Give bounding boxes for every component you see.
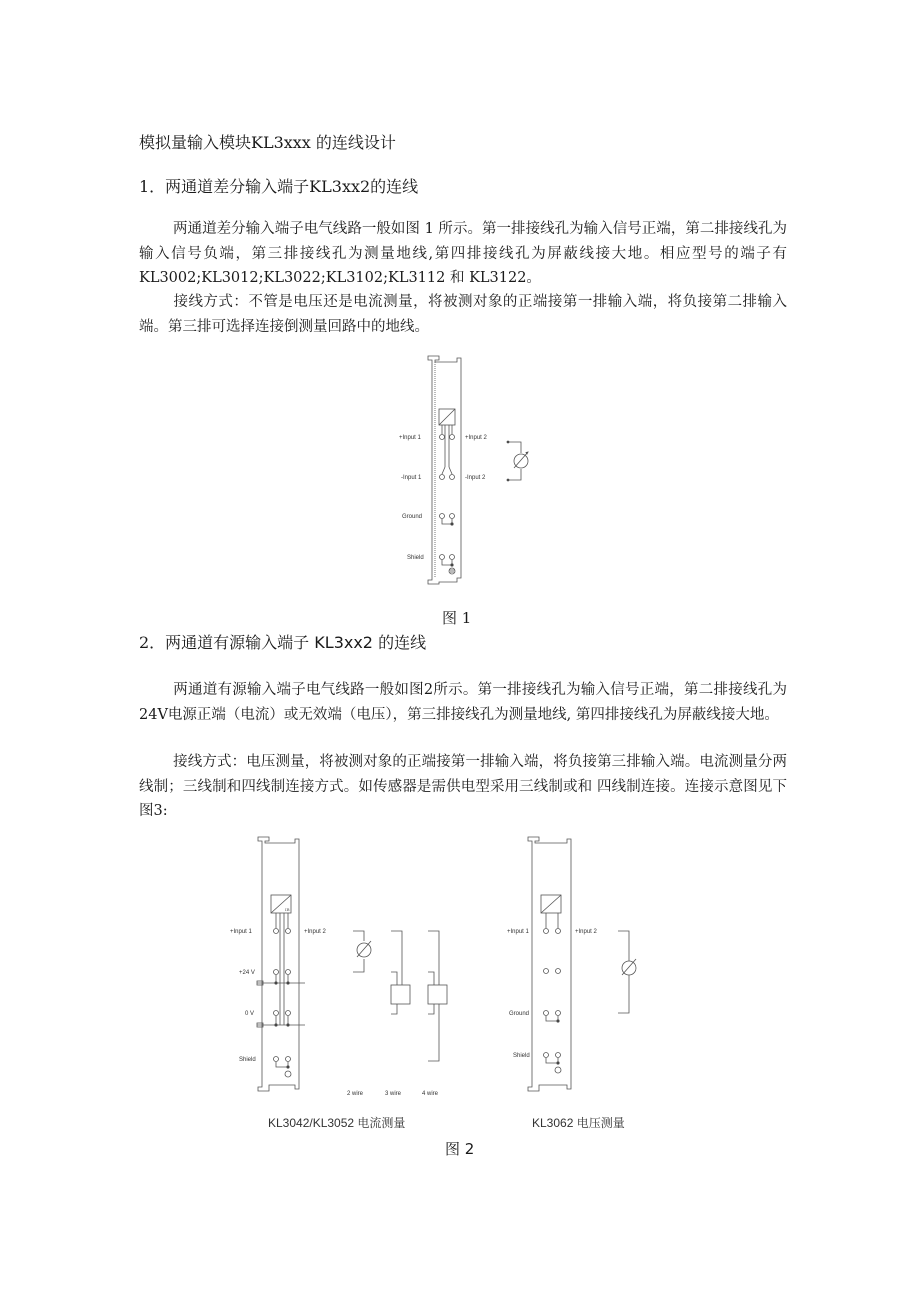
section1-heading: 1．两通道差分输入端子KL3xx2的连线	[139, 177, 419, 196]
fig1-label-input2-neg: -Input 2	[465, 475, 486, 481]
fig2a-label-input2-pos: +Input 2	[304, 929, 326, 935]
fig2a-label-4wire: 4 wire	[422, 1091, 439, 1097]
figure-2-right-sublabel: KL3062 电压测量	[532, 1116, 625, 1130]
fig1-label-input2-pos: +Input 2	[465, 435, 487, 441]
figure-1-caption: 图 1	[442, 609, 472, 627]
fig2a-label-0v: 0 V	[245, 1011, 255, 1017]
figure-2-voltage-diagram	[495, 833, 660, 1098]
fig1-label-input1-pos: +Input 1	[399, 435, 421, 441]
fig1-label-input1-neg: -Input 1	[401, 475, 422, 481]
figure-2-caption: 图 2	[445, 1140, 475, 1158]
fig2b-label-input2-pos: +Input 2	[575, 929, 597, 935]
fig2a-label-24v: +24 V	[239, 970, 255, 976]
section2-paragraph1: 两通道有源输入端子电气线路一般如图2所示。第一排接线孔为输入信号正端，第二排接线孔为24V电源正端（电流）或无效端（电压），第三排接线孔为测量地线, 第四排接线孔为屏蔽线接大地。	[139, 682, 787, 723]
fig2a-label-2wire: 2 wire	[347, 1091, 364, 1097]
section2-heading: 2．两通道有源输入端子 KL3xx2 的连线	[139, 633, 427, 652]
fig2a-label-shield: Shield	[239, 1057, 256, 1063]
fig1-label-ground: Ground	[402, 514, 423, 520]
svg-text:IB: IB	[285, 907, 290, 912]
figure-1-diagram	[395, 352, 535, 587]
figure-2-left-sublabel: KL3042/KL3052 电流测量	[268, 1116, 406, 1130]
section1-paragraph1: 两通道差分输入端子电气线路一般如图 1 所示。第一排接线孔为输入信号正端，第二排接线孔为输入信号负端，第三排接线孔为测量地线,第四排接线孔为屏蔽线接大地。相应型号的端子有 KL3002;KL3012;KL3022;KL3102;KL3112 和 KL3122。	[139, 221, 787, 286]
fig2b-label-shield: Shield	[513, 1053, 530, 1059]
fig1-label-shield: Shield	[407, 555, 424, 561]
section1-paragraph2: 接线方式：不管是电压还是电流测量，将被测对象的正端接第一排输入端，将负接第二排输入端。第三排可选择连接倒测量回路中的地线。	[139, 294, 787, 335]
figure-2-current-diagram	[225, 833, 455, 1098]
fig2b-label-input1-pos: +Input 1	[507, 929, 529, 935]
document-title: 模拟量输入模块KL3xxx 的连线设计	[139, 133, 396, 152]
fig2a-label-3wire: 3 wire	[385, 1091, 402, 1097]
fig2a-label-input1-pos: +Input 1	[230, 929, 252, 935]
section2-paragraph2: 接线方式：电压测量，将被测对象的正端接第一排输入端，将负接第三排输入端。电流测量分两线制；三线制和四线制连接方式。如传感器是需供电型采用三线制或和 四线制连接。连接示意图见下图3:	[139, 754, 787, 819]
fig2b-label-ground: Ground	[509, 1011, 530, 1017]
